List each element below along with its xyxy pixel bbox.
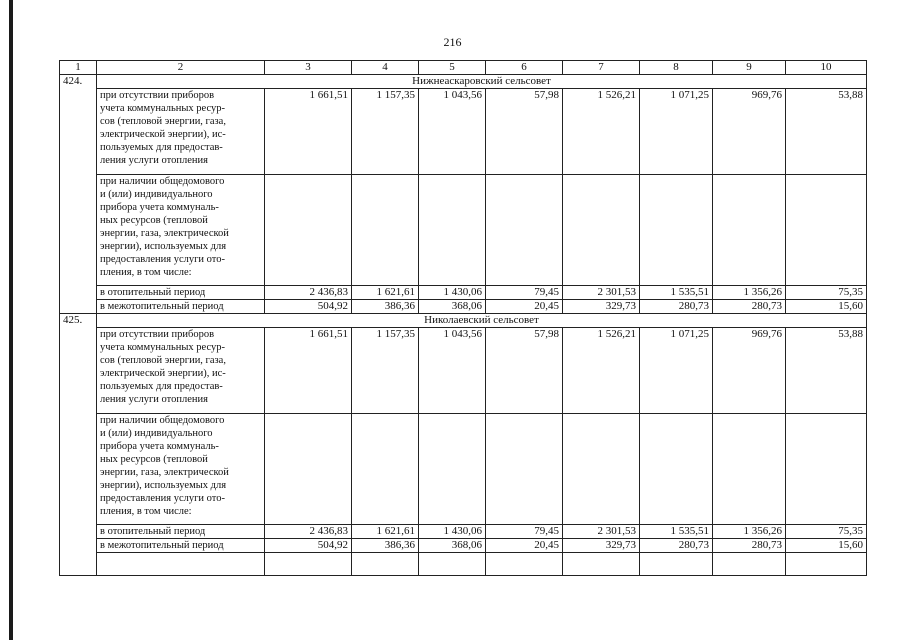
empty-cell [713,175,786,286]
value-cell: 79,45 [486,525,563,539]
empty-cell [419,414,486,525]
value-cell: 53,88 [786,328,867,414]
value-cell: 1 356,26 [713,286,786,300]
value-cell: 2 436,83 [265,525,352,539]
header-cell: 1 [60,61,97,75]
value-cell: 20,45 [486,300,563,314]
value-cell: 57,98 [486,89,563,175]
value-cell: 1 043,56 [419,328,486,414]
value-cell: 1 430,06 [419,525,486,539]
table-trailing-blank-row [60,553,867,576]
empty-cell [419,175,486,286]
empty-cell [640,553,713,576]
value-cell: 1 157,35 [352,89,419,175]
value-cell: 1 526,21 [563,328,640,414]
page-number: 216 [443,35,462,49]
value-cell: 368,06 [419,300,486,314]
value-cell: 280,73 [713,539,786,553]
header-cell: 10 [786,61,867,75]
tariff-table [59,60,867,576]
value-cell: 1 661,51 [265,89,352,175]
value-cell: 969,76 [713,89,786,175]
value-cell: 280,73 [640,300,713,314]
heating-period-label: в отопительный период [97,286,265,300]
header-cell: 7 [563,61,640,75]
value-cell: 79,45 [486,286,563,300]
header-cell: 8 [640,61,713,75]
empty-cell [713,553,786,576]
value-cell: 2 301,53 [563,286,640,300]
value-cell: 1 526,21 [563,89,640,175]
value-cell: 280,73 [640,539,713,553]
with-meter-description: при наличии общедомового и (или) индивидуального прибора учета коммуналь- ных ресурсов (тепловой энергии, газа, электрической энергии), используемых для предоставления услуги ото- пления, в том числе: [97,414,265,525]
value-cell: 1 071,25 [640,89,713,175]
table-row [60,525,867,539]
value-cell: 386,36 [352,300,419,314]
value-cell: 386,36 [352,539,419,553]
empty-cell [486,414,563,525]
empty-cell [97,553,265,576]
table-row [60,539,867,553]
empty-cell [786,414,867,525]
empty-cell [265,414,352,525]
interheating-period-label: в межотопительный период [97,300,265,314]
header-cell: 6 [486,61,563,75]
value-cell: 1 356,26 [713,525,786,539]
value-cell: 2 436,83 [265,286,352,300]
value-cell: 1 621,61 [352,525,419,539]
value-cell: 2 301,53 [563,525,640,539]
value-cell: 57,98 [486,328,563,414]
value-cell: 1 621,61 [352,286,419,300]
section-number: 424. [60,75,97,314]
empty-cell [563,175,640,286]
value-cell: 368,06 [419,539,486,553]
empty-cell [486,175,563,286]
table-row [60,300,867,314]
value-cell: 280,73 [713,300,786,314]
section-title-row [60,75,867,89]
value-cell: 1 535,51 [640,286,713,300]
empty-cell [786,175,867,286]
value-cell: 1 157,35 [352,328,419,414]
empty-cell [640,175,713,286]
value-cell: 504,92 [265,539,352,553]
section-number: 425. [60,314,97,576]
empty-cell [265,175,352,286]
header-cell: 3 [265,61,352,75]
empty-cell [486,553,563,576]
no-meter-description: при отсутствии приборов учета коммунальных ресур- сов (тепловой энергии, газа, электрической энергии), ис- пользуемых для предостав- ления услуги отопления [97,89,265,175]
value-cell: 1 430,06 [419,286,486,300]
section-title-row [60,314,867,328]
empty-cell [640,414,713,525]
value-cell: 504,92 [265,300,352,314]
header-cell: 4 [352,61,419,75]
value-cell: 1 535,51 [640,525,713,539]
binding-edge [9,0,13,640]
with-meter-description: при наличии общедомового и (или) индивидуального прибора учета коммуналь- ных ресурсов (тепловой энергии, газа, электрической энергии), используемых для предоставления услуги ото- пления, в том числе: [97,175,265,286]
heating-period-label: в отопительный период [97,525,265,539]
value-cell: 1 043,56 [419,89,486,175]
value-cell: 75,35 [786,525,867,539]
table-row [60,175,867,286]
empty-cell [352,414,419,525]
empty-cell [352,553,419,576]
settlement-name: Николаевский сельсовет [97,314,867,328]
value-cell: 15,60 [786,539,867,553]
table-row [60,414,867,525]
empty-cell [265,553,352,576]
table-row [60,286,867,300]
empty-cell [563,414,640,525]
value-cell: 969,76 [713,328,786,414]
table-row [60,89,867,175]
value-cell: 20,45 [486,539,563,553]
settlement-name: Нижнеаскаровский сельсовет [97,75,867,89]
interheating-period-label: в межотопительный период [97,539,265,553]
column-number-header-row [60,61,867,75]
value-cell: 1 661,51 [265,328,352,414]
value-cell: 329,73 [563,300,640,314]
value-cell: 329,73 [563,539,640,553]
empty-cell [419,553,486,576]
table-row [60,328,867,414]
value-cell: 53,88 [786,89,867,175]
header-cell: 9 [713,61,786,75]
empty-cell [713,414,786,525]
empty-cell [563,553,640,576]
value-cell: 75,35 [786,286,867,300]
header-cell: 2 [97,61,265,75]
empty-cell [352,175,419,286]
value-cell: 15,60 [786,300,867,314]
header-cell: 5 [419,61,486,75]
value-cell: 1 071,25 [640,328,713,414]
empty-cell [786,553,867,576]
no-meter-description: при отсутствии приборов учета коммунальных ресур- сов (тепловой энергии, газа, электрической энергии), ис- пользуемых для предостав- ления услуги отопления [97,328,265,414]
